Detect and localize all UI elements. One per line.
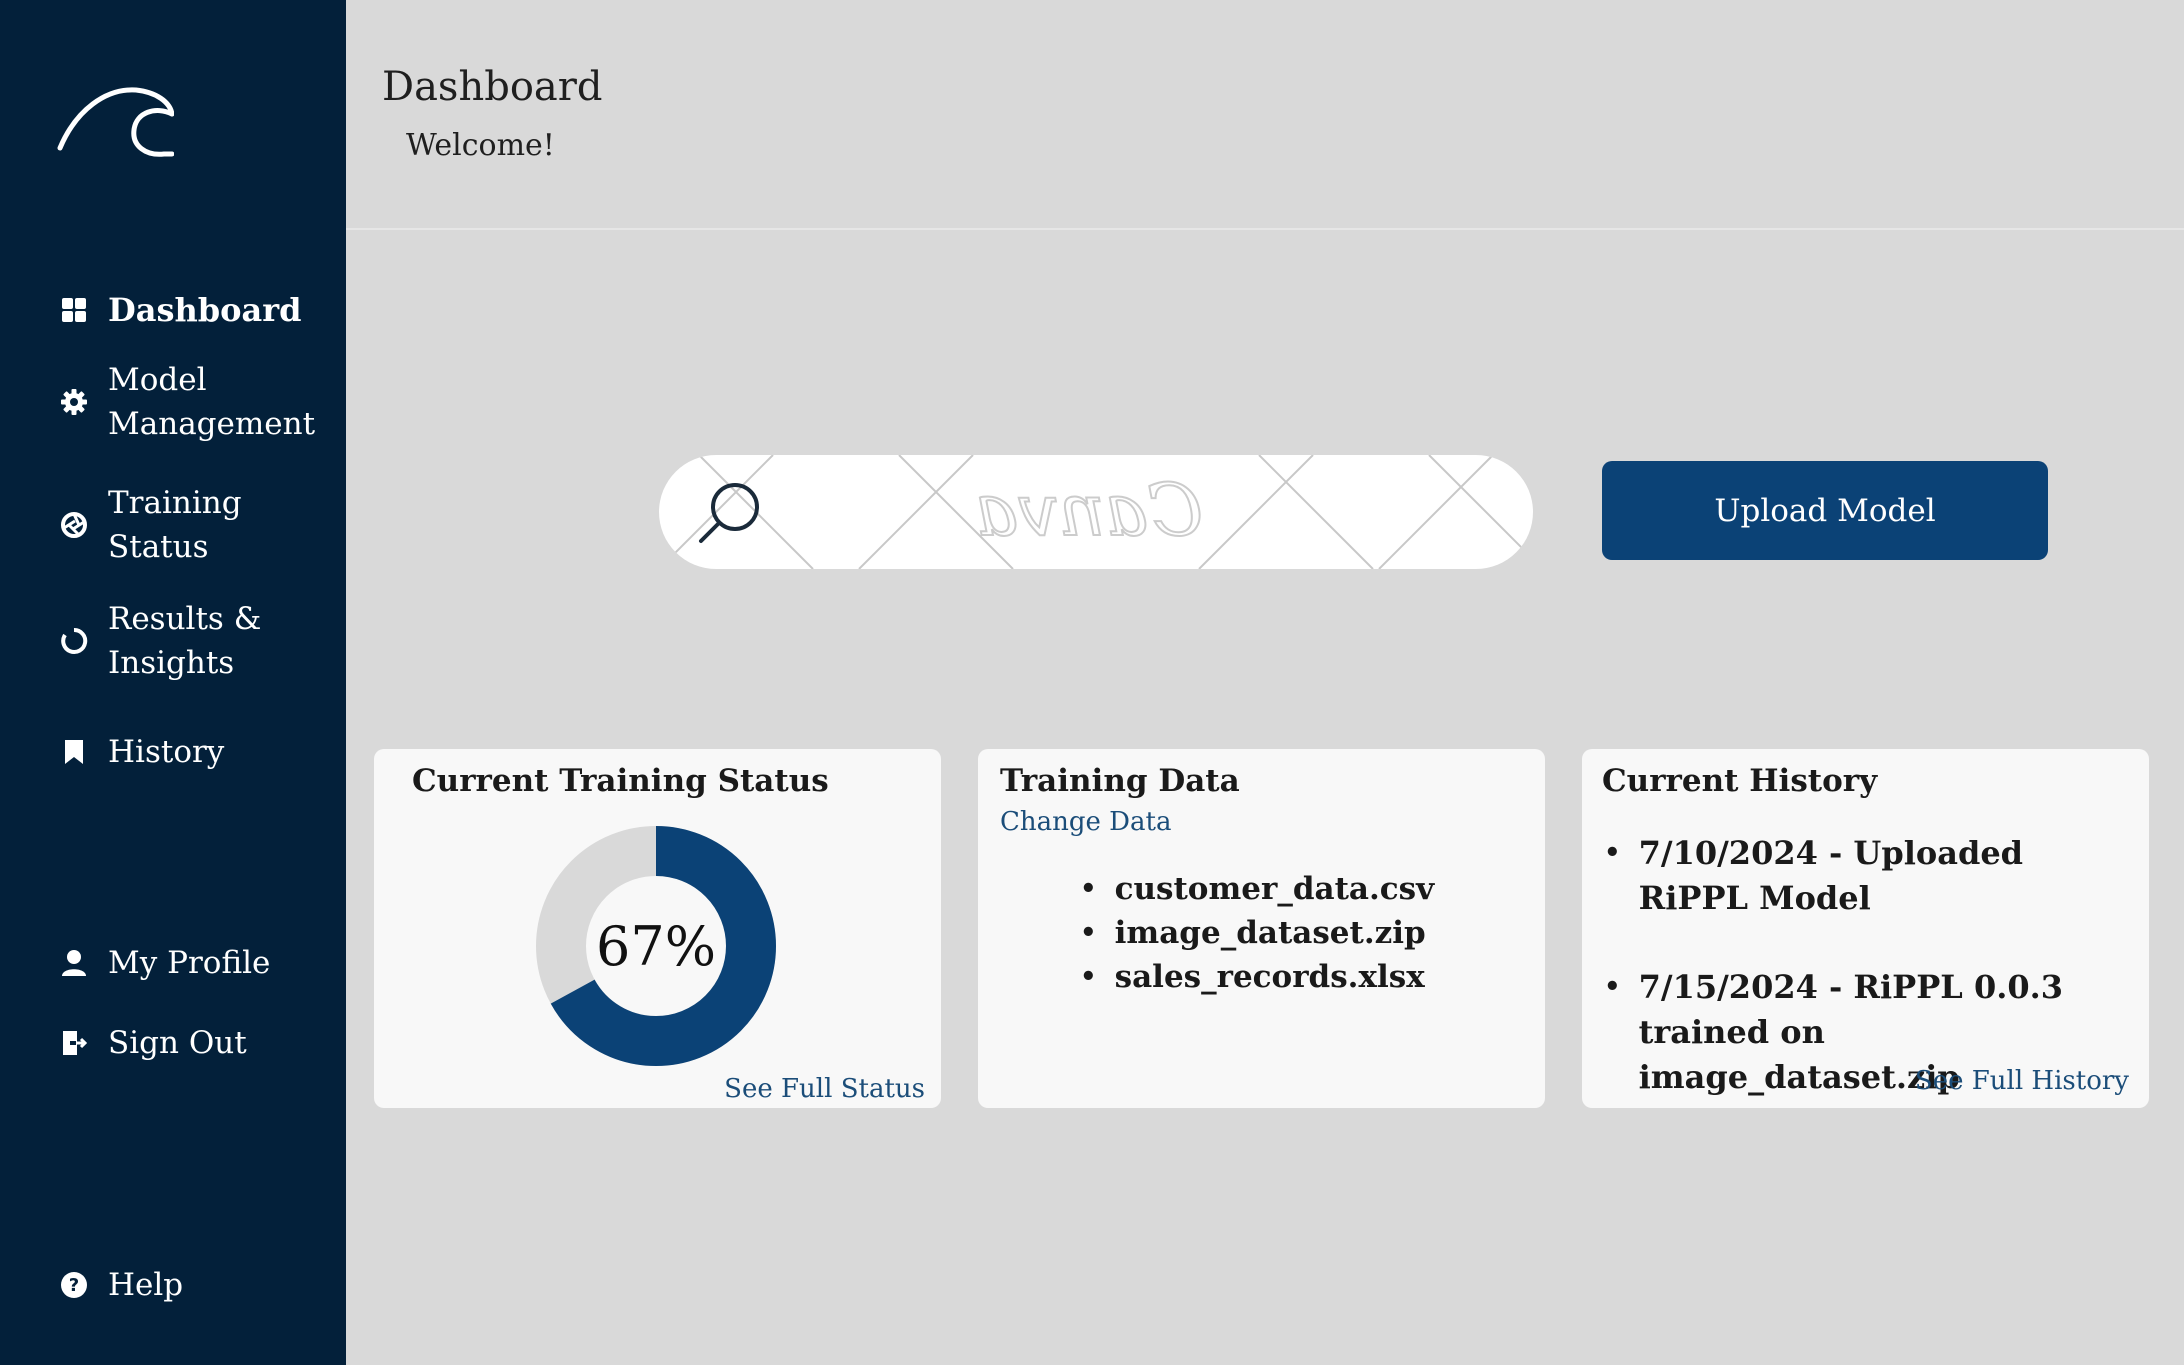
card-title: Current Training Status: [412, 763, 829, 799]
list-item[interactable]: • image_dataset.zip: [1080, 915, 1426, 951]
grid-icon: [56, 292, 92, 328]
list-item[interactable]: • sales_records.xlsx: [1080, 959, 1425, 995]
help-icon: [56, 1267, 92, 1303]
page-header: [346, 0, 2184, 230]
search-icon[interactable]: [695, 479, 765, 549]
user-icon: [56, 945, 92, 981]
sidebar-item-label: Help: [108, 1267, 184, 1303]
list-item: • 7/10/2024 - Uploaded RiPPL Model: [1604, 834, 2024, 917]
progress-value: 67%: [595, 914, 717, 978]
training-status-card: [374, 749, 941, 1108]
svg-text:?: ?: [68, 1275, 80, 1296]
list-item: • 7/15/2024 - RiPPL 0.0.3 trained on image_dataset.zip: [1604, 968, 2064, 1096]
sidebar-item-label: Training Status: [108, 485, 242, 565]
sidebar-item-my-profile[interactable]: [56, 941, 318, 985]
sidebar-item-label: Results & Insights: [108, 601, 262, 681]
sidebar: [0, 0, 346, 1365]
page-title: Dashboard: [382, 64, 603, 110]
sidebar-item-help[interactable]: [56, 1263, 318, 1307]
training-data-card: [978, 749, 1545, 1108]
sidebar-item-label: Model Management: [108, 362, 316, 442]
sidebar-item-results-insights[interactable]: [56, 597, 318, 685]
upload-model-button[interactable]: Upload Model: [1602, 461, 2048, 560]
see-full-history-link[interactable]: See Full History: [1914, 1066, 2129, 1096]
history-card: [1582, 749, 2149, 1108]
welcome-message: Welcome!: [406, 128, 555, 163]
file-list: [1080, 867, 1434, 999]
watermark-text: Canva: [975, 468, 1203, 552]
search-bar[interactable]: [659, 455, 1533, 569]
sidebar-item-dashboard[interactable]: [56, 288, 318, 332]
circle-icon: [56, 623, 92, 659]
gear-icon: [56, 384, 92, 420]
sidebar-item-label: My Profile: [108, 945, 271, 981]
sidebar-item-sign-out[interactable]: [56, 1021, 318, 1065]
sidebar-item-model-management[interactable]: [56, 358, 318, 446]
main-content: [346, 0, 2184, 1365]
sidebar-item-label: History: [108, 734, 225, 770]
sidebar-item-label: Dashboard: [108, 291, 302, 329]
sign-out-icon: [56, 1025, 92, 1061]
bookmark-icon: [56, 734, 92, 770]
card-title: Current History: [1602, 763, 1878, 799]
sidebar-item-training-status[interactable]: [56, 481, 318, 569]
wave-logo[interactable]: [56, 80, 174, 164]
sidebar-item-label: Sign Out: [108, 1025, 247, 1061]
list-item[interactable]: • customer_data.csv: [1080, 871, 1435, 907]
history-list: [1604, 831, 2134, 1144]
aperture-icon: [56, 507, 92, 543]
card-title: Training Data: [1000, 763, 1240, 799]
change-data-link[interactable]: Change Data: [1000, 807, 1172, 837]
see-full-status-link[interactable]: See Full Status: [724, 1074, 925, 1104]
search-input[interactable]: [779, 455, 1483, 569]
sidebar-item-history[interactable]: [56, 730, 318, 774]
